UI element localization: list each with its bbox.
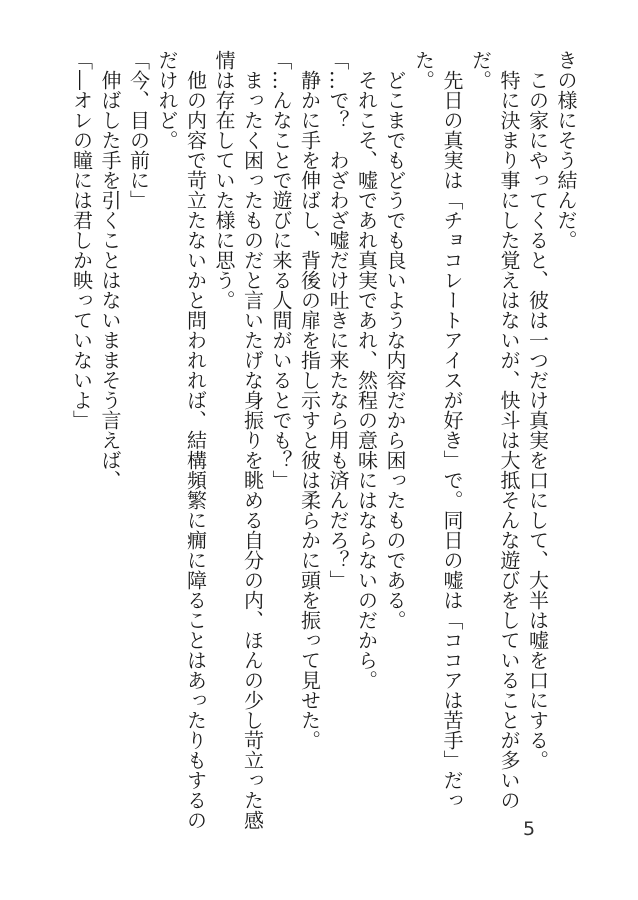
text-line: 伸ばした手を引くことはないままそう言えば、 bbox=[98, 70, 122, 490]
text-line: この家にやってくると、彼は一つだけ真実を口にして、大半は嘘を口にする。 bbox=[525, 70, 550, 770]
text-line: まったく困ったものだと言いたげな身振りを眺める自分の内、ほんの少し苛立った感 bbox=[240, 70, 265, 830]
text-line: だけれど。 bbox=[155, 50, 179, 150]
text-line: 「…で？ わざわざ嘘だけ吐きに来たなら用も済んだろ？」 bbox=[326, 50, 350, 590]
text-line: だ。 bbox=[468, 50, 493, 90]
text-line: それこそ、嘘であれ真実であれ、然程の意味にはならないのだから。 bbox=[354, 70, 379, 690]
text-line: た。 bbox=[411, 50, 436, 90]
text-line: 先日の真実は「チョコレートアイスが好き」で。同日の嘘は「ココアは苦手」だっ bbox=[440, 70, 464, 810]
text-line: 「…んなことで遊びに来る人間がいるとでも？」 bbox=[269, 50, 293, 490]
text-line: 特に決まり事にした覚えはないが、快斗は大抵そんな遊びをしていることが多いの bbox=[497, 70, 521, 810]
page-number: 5 bbox=[523, 818, 536, 840]
text-line: 情は存在していた様に思う。 bbox=[212, 50, 236, 310]
text-line: 静かに手を伸ばし、背後の扉を指し示すと彼は柔らかに頭を振って見せた。 bbox=[297, 70, 322, 750]
text-line: きの様にそう結んだ。 bbox=[554, 50, 578, 250]
text-line: 「今、目の前に」 bbox=[126, 50, 151, 210]
text-line: 「―オレの瞳には君しか映っていないよ」 bbox=[69, 50, 94, 430]
text-line: どこまでもどうでも良いような内容だから困ったものである。 bbox=[383, 70, 407, 630]
vertical-body-text bbox=[67, 50, 580, 830]
text-line: 他の内容で苛立たないかと問われれば、結構頻繁に癇に障ることはあったりもするの bbox=[183, 70, 208, 830]
